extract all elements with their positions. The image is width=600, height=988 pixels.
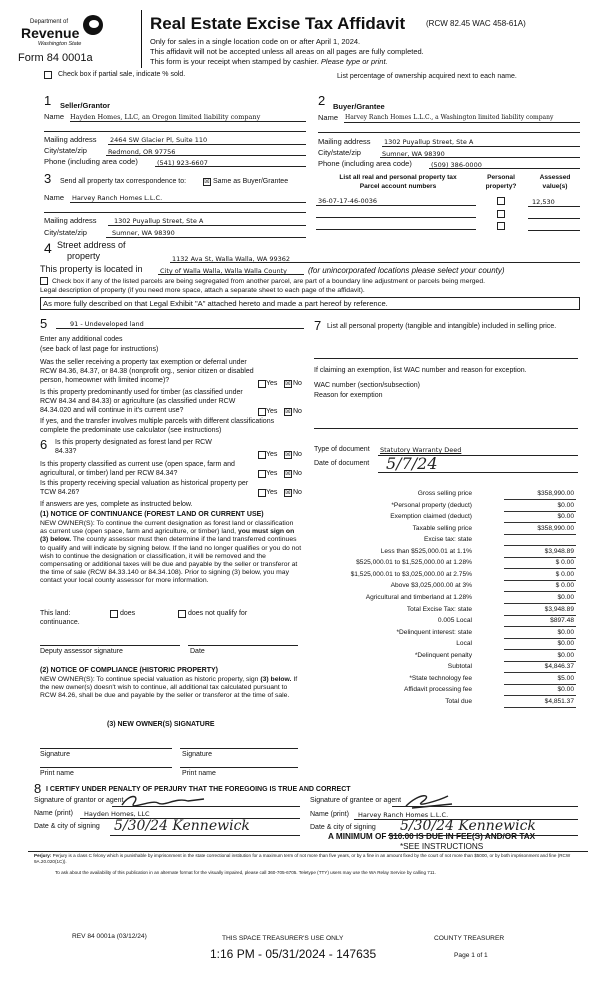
doc-date-label: Date of document bbox=[314, 460, 370, 467]
tax-row-value[interactable]: $0.00 bbox=[557, 640, 574, 648]
does-label: does bbox=[120, 610, 136, 617]
s3-mail-underline bbox=[108, 225, 306, 226]
grantee-date-label: Date & city of signing bbox=[310, 824, 376, 831]
section-3-number: 3 bbox=[44, 171, 52, 186]
personal-checkbox-2[interactable] bbox=[497, 210, 505, 218]
assessed-value[interactable]: 12,530 bbox=[532, 198, 555, 206]
dept-line1: Department of bbox=[30, 19, 69, 25]
certify-title: I CERTIFY UNDER PENALTY OF PERJURY THAT THE FOREGOING IS TRUE AND CORRECT bbox=[46, 786, 351, 793]
seller-name-label: Name bbox=[44, 112, 65, 121]
tax-row bbox=[300, 617, 576, 628]
grantee-date-underline bbox=[388, 835, 578, 836]
land-use-underline bbox=[56, 328, 304, 329]
tax-row-underline bbox=[504, 568, 576, 569]
tax-row-label: Exemption claimed (deduct) bbox=[390, 513, 472, 521]
tax-row-value[interactable]: $3,948.89 bbox=[544, 605, 574, 613]
wac-claim-label: If claiming an exemption, list WAC number and reason for exception. bbox=[314, 367, 527, 374]
buyer-heading: Buyer/Grantee bbox=[333, 102, 385, 111]
grantor-date-label: Date & city of signing bbox=[34, 823, 100, 830]
owner-print-label-2: Print name bbox=[182, 770, 216, 777]
notice-2: This affidavit will not be accepted unless all areas on all pages are fully completed. bbox=[150, 47, 424, 56]
tax-row-value[interactable]: $0.00 bbox=[557, 686, 574, 694]
tax-row bbox=[300, 629, 576, 640]
grantor-sig-label: Signature of grantor or agent bbox=[34, 797, 124, 804]
wac-number-label: WAC number (section/subsection) bbox=[314, 382, 420, 389]
tax-row-value[interactable]: $5.00 bbox=[557, 674, 574, 682]
tax-row-underline bbox=[504, 626, 576, 627]
parcel-underline-1 bbox=[316, 205, 476, 206]
legal-desc-label: Legal description of property (if you need more space, attach a separate sheet to each page of the affidavit). bbox=[40, 287, 365, 294]
assessed-underline-1 bbox=[528, 206, 580, 207]
buyer-phone-label: Phone (including area code) bbox=[318, 159, 412, 168]
perjury-notice: Perjury: Perjury is a class C felony which is punishable by imprisonment in the state correctional institution for a maximum term of not more than five years, or by a fine in an amount fixed by the court of not more than $5000, or by both imprisonment and fine (RCW 9A.20.020(1C)). bbox=[34, 853, 571, 864]
same-as-buyer-checkbox[interactable]: ☒ bbox=[204, 179, 210, 185]
tax-row-value[interactable]: $ 0.00 bbox=[555, 559, 574, 567]
tax-row-label: Subtotal bbox=[447, 663, 472, 671]
tax-row-underline bbox=[504, 603, 576, 604]
deputy-date-label: Date bbox=[190, 648, 205, 655]
tax-row-label: Above $3,025,000.00 at 3% bbox=[390, 582, 472, 590]
section-6-number: 6 bbox=[40, 437, 48, 452]
notice-compliance-body: NEW OWNER(S): To continue special valuation as historic property, sign (3) below. If the new owner(s) doesn't wish to continue, all additional tax calculated pursuant to RCW 84.26, shall be due and payable by the seller or transferor at the time of sale. bbox=[40, 676, 298, 700]
see-back-label: (see back of last page for instructions) bbox=[40, 346, 159, 353]
tax-row-label: Total due bbox=[445, 697, 472, 705]
tax-row-label: *Delinquent penalty bbox=[414, 651, 472, 659]
s3-name-label: Name bbox=[44, 193, 65, 202]
owner-print-line-2 bbox=[180, 767, 298, 768]
notice-continuance-body: NEW OWNER(S): To continue the current designation as forest land or classification as current use (open space, farm and agriculture, or timber) land, you must sign on (3) below. The county assessor must then determine if the land transferred continues to qualify and will indicate by signing below. If the land no longer qualifies or you do not wish to continue the designation or classification, it will be removed and the compensating or additional taxes will be due and payable by the seller or transferor at the time of sale (RCW 84.33.140 or 84.34.108). Prior to signing (3) below, you may contact your local county assessor for more information. bbox=[40, 520, 302, 585]
notice-compliance-title: (2) NOTICE OF COMPLIANCE (HISTORIC PROPERTY) bbox=[40, 667, 218, 674]
street-underline bbox=[170, 262, 580, 263]
tax-row-label: Taxable selling price bbox=[412, 524, 472, 532]
seller-city-label: City/state/zip bbox=[44, 146, 87, 155]
section-8-number: 8 bbox=[34, 781, 42, 796]
tax-row-label: Total Excise Tax: state bbox=[406, 605, 472, 613]
does-not-checkbox[interactable] bbox=[178, 610, 186, 618]
tax-row-underline bbox=[504, 649, 576, 650]
seller-phone-underline bbox=[155, 166, 306, 167]
tax-row bbox=[300, 513, 576, 524]
does-not-label: does not qualify for bbox=[188, 610, 248, 617]
owner-print-label-1: Print name bbox=[40, 770, 74, 777]
grantee-sig-underline bbox=[392, 806, 578, 807]
located-value[interactable]: City of Walla Walla, Walla Walla County bbox=[160, 267, 287, 275]
tax-row-label: *Personal property (deduct) bbox=[391, 501, 472, 509]
this-land-label: This land: bbox=[40, 610, 71, 617]
seller-phone[interactable]: (541) 923-6607 bbox=[157, 159, 208, 167]
s5-q1-no: No bbox=[293, 380, 302, 387]
s3-mail-label: Mailing address bbox=[44, 216, 97, 225]
assessed-underline-2 bbox=[528, 218, 580, 219]
tax-row-underline bbox=[504, 591, 576, 592]
county-treasurer-label: COUNTY TREASURER bbox=[434, 935, 505, 942]
tax-row-underline bbox=[504, 615, 576, 616]
s6-q1-yes-checkbox[interactable] bbox=[258, 451, 266, 459]
s5-q2-yes-checkbox[interactable] bbox=[258, 408, 266, 416]
grantor-name[interactable]: Hayden Homes, LLC bbox=[84, 810, 150, 818]
form-number: Form 84 0001a bbox=[18, 52, 93, 64]
tax-row bbox=[300, 502, 576, 513]
ownership-note: List percentage of ownership acquired next to each name. bbox=[337, 73, 517, 80]
tax-row bbox=[300, 675, 576, 686]
tax-row-label: Affidavit processing fee bbox=[403, 686, 472, 694]
tax-row bbox=[300, 652, 576, 663]
deputy-date-line bbox=[188, 645, 298, 646]
tax-row-underline bbox=[504, 534, 576, 535]
grantee-date-city[interactable]: 5/30/24 Kennewick bbox=[400, 818, 536, 834]
section-4-number: 4 bbox=[44, 240, 52, 256]
buyer-city-label: City/state/zip bbox=[318, 148, 361, 157]
s3-name[interactable]: Harvey Ranch Homes L.L.C. bbox=[72, 194, 163, 202]
s5-q1-yes: Yes bbox=[266, 380, 278, 387]
tax-row-underline bbox=[504, 684, 576, 685]
tax-row-value[interactable]: $0.00 bbox=[557, 501, 574, 509]
tax-row-value[interactable]: $4,846.37 bbox=[544, 663, 574, 671]
s5-q2-yes: Yes bbox=[266, 408, 278, 415]
grantee-sig-label: Signature of grantee or agent bbox=[310, 797, 402, 804]
tax-row-label: Excise tax: state bbox=[423, 536, 472, 544]
grantee-name[interactable]: Harvey Ranch Homes L.L.C. bbox=[358, 811, 449, 819]
buyer-mail[interactable]: 1302 Puyallup Street, Ste A bbox=[384, 138, 474, 146]
doc-date-underline bbox=[378, 472, 578, 473]
header-divider bbox=[141, 10, 142, 68]
buyer-mail-underline bbox=[382, 146, 580, 147]
section-2-number: 2 bbox=[318, 93, 326, 108]
s3-mail[interactable]: 1302 Puyallup Street, Ste A bbox=[114, 217, 204, 225]
s6-q3: Is this property receiving special valuation as historical property per TCW 84.26? bbox=[40, 480, 249, 496]
section-1-number: 1 bbox=[44, 93, 52, 108]
seller-mail-underline bbox=[108, 144, 306, 145]
section-3-label: Send all property tax correspondence to: bbox=[60, 178, 187, 185]
minimum-due-note: A MINIMUM OF $10.00 IS DUE IN FEE(S) AND/OR TAX bbox=[328, 832, 536, 841]
s6-q3-yes-checkbox[interactable] bbox=[258, 489, 266, 497]
tax-row bbox=[300, 686, 576, 697]
doc-type-label: Type of document bbox=[314, 446, 370, 453]
parcel-number[interactable]: 36-07-17-46-0036 bbox=[318, 197, 378, 205]
s3-city-underline bbox=[106, 237, 306, 238]
street-address[interactable]: 1132 Ava St, Walla Walla, WA 99362 bbox=[172, 255, 291, 263]
seller-name-line2 bbox=[44, 131, 306, 132]
tax-row-underline bbox=[504, 545, 576, 546]
buyer-name-underline bbox=[344, 122, 580, 123]
s7-underline bbox=[314, 358, 578, 359]
owner-signature-label-1: Signature bbox=[40, 751, 70, 758]
tax-row-label: Agricultural and timberland at 1.28% bbox=[365, 593, 472, 601]
tax-row-value[interactable]: $0.00 bbox=[557, 513, 574, 521]
owner-sig-line-2 bbox=[180, 748, 298, 749]
tax-row-underline bbox=[504, 672, 576, 673]
s3-city-label: City/state/zip bbox=[44, 228, 87, 237]
owner-print-line-1 bbox=[40, 767, 172, 768]
owner-sig-line-1 bbox=[40, 748, 172, 749]
buyer-name[interactable]: Harvey Ranch Homes L.L.C., a Washington limited liability company bbox=[345, 114, 554, 121]
see-instructions: *SEE INSTRUCTIONS bbox=[400, 842, 484, 851]
availability-notice: To ask about the availability of this publication in an alternate format for the visually impaired, please call 360-705-6705. Teletype (TTY) users may use the WA Relay Service by calling 711. bbox=[55, 870, 436, 875]
buyer-phone-underline bbox=[429, 168, 580, 169]
s6-q2: Is this property classified as current use (open space, farm and agricultural, or timber) land per RCW 84.34? bbox=[40, 461, 235, 477]
tax-row-underline bbox=[504, 580, 576, 581]
deputy-sig-line bbox=[40, 645, 180, 646]
tax-row-underline bbox=[504, 522, 576, 523]
legal-exhibit-box[interactable] bbox=[40, 297, 580, 310]
personal-checkbox-1[interactable] bbox=[497, 197, 505, 205]
tax-row-underline bbox=[504, 511, 576, 512]
dept-revenue: Revenue bbox=[21, 25, 80, 41]
s6-q2-yes-checkbox[interactable] bbox=[258, 470, 266, 478]
tax-row-value[interactable]: $4,851.37 bbox=[544, 697, 574, 705]
footer-divider bbox=[28, 851, 588, 852]
tax-row bbox=[300, 663, 576, 674]
seller-heading: Seller/Grantor bbox=[60, 101, 111, 110]
partial-sale-label: Check box if partial sale, indicate % sold. bbox=[58, 71, 186, 78]
personal-col-header: Personal property? bbox=[485, 174, 517, 190]
grantee-name-label: Name (print) bbox=[310, 811, 349, 818]
tax-row bbox=[300, 536, 576, 547]
s3-name-line2 bbox=[44, 212, 306, 213]
grantor-name-label: Name (print) bbox=[34, 810, 73, 817]
tax-row-underline bbox=[504, 499, 576, 500]
tax-row-label: Local bbox=[456, 640, 472, 648]
grantor-sig-underline bbox=[112, 806, 300, 807]
s6-q2-no-checkbox[interactable]: ☒ bbox=[285, 471, 291, 477]
parcel-underline-2 bbox=[316, 217, 476, 218]
wa-logo-icon bbox=[83, 15, 103, 35]
tax-row-value[interactable]: $0.00 bbox=[557, 628, 574, 636]
s6-q3-yes: Yes bbox=[266, 489, 278, 496]
page-number: Page 1 of 1 bbox=[454, 952, 488, 959]
notice-3: This form is your receipt when stamped by cashier. Please type or print. bbox=[150, 57, 388, 66]
tax-row bbox=[300, 559, 576, 570]
seller-name[interactable]: Hayden Homes, LLC, an Oregon limited liability company bbox=[70, 113, 261, 121]
tax-row-value[interactable]: $ 0.00 bbox=[555, 570, 574, 578]
does-checkbox[interactable] bbox=[110, 610, 118, 618]
s3-name-underline bbox=[70, 202, 306, 203]
tax-row-value[interactable]: $ 0.00 bbox=[555, 582, 574, 590]
located-underline bbox=[158, 274, 304, 275]
tax-row-value[interactable]: $3,948.89 bbox=[544, 547, 574, 555]
s6-q2-yes: Yes bbox=[266, 470, 278, 477]
s7-text: List all personal property (tangible and intangible) included in selling price. bbox=[327, 323, 557, 330]
treasurer-stamp: 1:16 PM - 05/31/2024 - 147635 bbox=[210, 947, 377, 961]
s6-q1: Is this property designated as forest land per RCW 84.33? bbox=[55, 439, 212, 455]
tax-row-underline bbox=[504, 661, 576, 662]
assessed-col-header: Assessed value(s) bbox=[539, 174, 571, 190]
deputy-label: Deputy assessor signature bbox=[40, 648, 123, 655]
tax-row-underline bbox=[504, 707, 576, 708]
tax-row-value[interactable]: $358,990.00 bbox=[537, 524, 574, 532]
tax-row bbox=[300, 582, 576, 593]
same-as-buyer-label: Same as Buyer/Grantee bbox=[213, 178, 289, 185]
seller-mail[interactable]: 2464 SW Glacier Pl, Suite 110 bbox=[110, 136, 208, 144]
treasurer-use-label: THIS SPACE TREASURER'S USE ONLY bbox=[222, 935, 344, 942]
s6-q1-no: No bbox=[293, 451, 302, 458]
s6-q2-no: No bbox=[293, 470, 302, 477]
reason-underline bbox=[314, 428, 578, 429]
tax-row bbox=[300, 698, 576, 709]
buyer-phone[interactable]: (509) 386-0000 bbox=[431, 161, 482, 169]
street-label: Street address of property bbox=[57, 240, 126, 261]
partial-sale-checkbox[interactable] bbox=[44, 71, 52, 79]
tax-row bbox=[300, 571, 576, 582]
continuance-label: continuance. bbox=[40, 619, 80, 626]
s6-if-yes: If answers are yes, complete as instructed below. bbox=[40, 501, 193, 508]
tax-row bbox=[300, 490, 576, 501]
s5-q2-note: If yes, and the transfer involves multiple parcels with different classifications complete the predominate use calculator (see instructions) bbox=[40, 418, 275, 434]
s5-q2: Is this property predominantly used for timber (as classified under RCW 84.34 and 84.33) or agriculture (as classified under RCW 84.34.020 and will continue in it's current use? bbox=[40, 389, 243, 414]
segregate-label: Check box if any of the listed parcels are being segregated from another parcel, are part of a boundary line adjustment or parcels being merged. bbox=[52, 278, 485, 285]
tax-row-underline bbox=[504, 638, 576, 639]
rcw-ref: (RCW 82.45 WAC 458-61A) bbox=[426, 19, 526, 28]
located-note: (for unincorporated locations please select your county) bbox=[308, 266, 505, 275]
section-7-number: 7 bbox=[314, 318, 322, 333]
grantor-date-underline bbox=[110, 835, 300, 836]
tax-row-label: *Delinquent interest: state bbox=[396, 628, 472, 636]
s6-q3-no: No bbox=[293, 489, 302, 496]
tax-row bbox=[300, 606, 576, 617]
tax-row-label: Gross selling price bbox=[417, 490, 472, 497]
seller-phone-label: Phone (including area code) bbox=[44, 157, 138, 166]
s6-q1-yes: Yes bbox=[266, 451, 278, 458]
s6-q1-no-checkbox[interactable]: ☒ bbox=[285, 452, 291, 458]
s5-q1-yes-checkbox[interactable] bbox=[258, 380, 266, 388]
tax-row-underline bbox=[504, 695, 576, 696]
assessed-underline-3 bbox=[528, 230, 580, 231]
s5-q1-no-checkbox[interactable]: ☒ bbox=[285, 381, 291, 387]
seller-city-underline bbox=[106, 155, 306, 156]
legal-exhibit-text: As more fully described on that Legal Exhibit "A" attached hereto and made a part hereof by reference. bbox=[43, 299, 388, 308]
notice-continuance-title: (1) NOTICE OF CONTINUANCE (FOREST LAND OR CURRENT USE) bbox=[40, 511, 264, 518]
owner-signature-label-2: Signature bbox=[182, 751, 212, 758]
additional-codes-label: Enter any additional codes bbox=[40, 336, 123, 343]
s5-q2-no-checkbox[interactable]: ☒ bbox=[285, 409, 291, 415]
tax-row-value[interactable]: $358,990.00 bbox=[537, 490, 574, 497]
tax-row bbox=[300, 640, 576, 651]
s5-q2-no: No bbox=[293, 408, 302, 415]
located-label: This property is located in bbox=[40, 264, 143, 274]
tax-row-label: Less than $525,000.01 at 1.1% bbox=[380, 547, 472, 555]
doc-type-value[interactable]: Statutory Warranty Deed bbox=[380, 446, 462, 454]
tax-row-value[interactable]: $0.00 bbox=[557, 593, 574, 601]
exemption-reason-label: Reason for exemption bbox=[314, 392, 383, 399]
tax-row-label: 0.005 Local bbox=[437, 617, 472, 625]
buyer-city[interactable]: Sumner, WA 98390 bbox=[382, 150, 445, 158]
seller-mail-label: Mailing address bbox=[44, 135, 97, 144]
tax-row-label: $1,525,000.01 to $3,025,000.00 at 2.75% bbox=[350, 570, 472, 578]
buyer-city-underline bbox=[380, 157, 580, 158]
page-title: Real Estate Excise Tax Affidavit bbox=[150, 14, 406, 33]
doc-date-value[interactable]: 5/7/24 bbox=[386, 454, 438, 473]
land-use-code[interactable]: 91 - Undeveloped land bbox=[70, 320, 144, 328]
parcel-col-header: List all real and personal property tax Parcel account numbers bbox=[339, 174, 457, 190]
section-5-number: 5 bbox=[40, 316, 48, 331]
grantor-date-city[interactable]: 5/30/24 Kennewick bbox=[114, 818, 250, 834]
tax-row bbox=[300, 525, 576, 536]
seller-name-underline bbox=[70, 121, 306, 122]
notice-1: Only for sales in a single location code on or after April 1, 2024. bbox=[150, 37, 361, 46]
buyer-name-line2 bbox=[318, 132, 580, 133]
tax-row-value[interactable]: $897.48 bbox=[550, 617, 574, 625]
tax-row-label: *State technology fee bbox=[409, 674, 472, 682]
tax-row-value[interactable]: $0.00 bbox=[557, 651, 574, 659]
segregate-checkbox[interactable] bbox=[40, 277, 48, 285]
tax-row bbox=[300, 594, 576, 605]
new-owner-sig-title: (3) NEW OWNER(S) SIGNATURE bbox=[107, 721, 215, 728]
tax-row bbox=[300, 548, 576, 559]
buyer-mail-label: Mailing address bbox=[318, 137, 371, 146]
seller-city[interactable]: Redmond, OR 97756 bbox=[108, 148, 176, 156]
grantee-signature-icon bbox=[400, 790, 460, 812]
tax-row-label: $525,000.01 to $1,525,000.00 at 1.28% bbox=[356, 559, 472, 567]
personal-checkbox-3[interactable] bbox=[497, 222, 505, 230]
tax-row-underline bbox=[504, 557, 576, 558]
rev-number: REV 84 0001a (03/12/24) bbox=[72, 933, 147, 940]
s6-q3-no-checkbox[interactable]: ☒ bbox=[285, 490, 291, 496]
s3-city[interactable]: Sumner, WA 98390 bbox=[112, 229, 175, 237]
parcel-underline-3 bbox=[316, 229, 476, 230]
buyer-name-label: Name bbox=[318, 113, 339, 122]
dept-state: Washington State bbox=[38, 41, 82, 47]
s5-q1: Was the seller receiving a property tax exemption or deferral under RCW 84.36, 84.37, or 84.38 (nonprofit org., senior citizen or disabled person, homeowner with limited income)? bbox=[40, 359, 254, 384]
